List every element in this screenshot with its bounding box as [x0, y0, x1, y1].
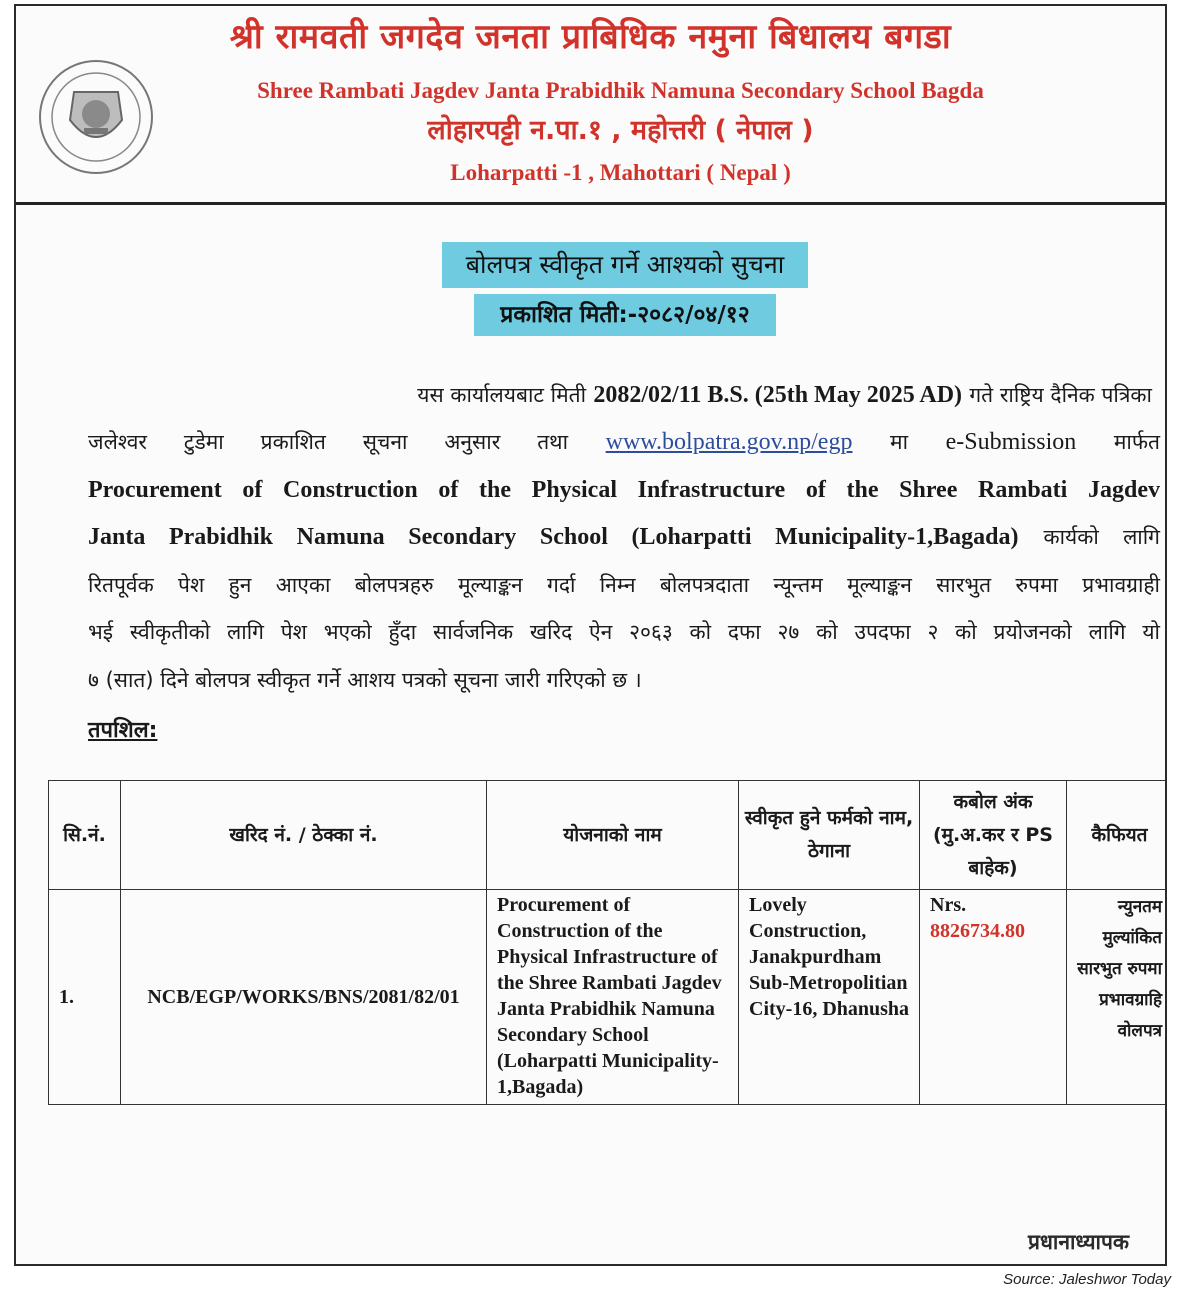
schedule-label: तपशिल:: [88, 718, 158, 743]
bolpatra-link[interactable]: www.bolpatra.gov.np/egp: [605, 429, 853, 455]
body-line-1: यस कार्यालयबाट मिती 2082/02/11 B.S. (25th May 2025 AD) गते राष्ट्रिय दैनिक पत्रिका: [417, 382, 1152, 408]
body-line-4: Janta Prabidhik Namuna Secondary School (Loharpatti Municipality-1,Bagada) कार्यको लागि: [88, 524, 1161, 550]
school-name-english: Shree Rambati Jagdev Janta Prabidhik Namuna Secondary School Bagda: [257, 78, 984, 103]
source-credit: Source: Jaleshwor Today: [1003, 1271, 1171, 1288]
header-project: योजनाको नाम: [487, 781, 739, 890]
signature-principal: प्रधानाध्यापक: [1028, 1230, 1129, 1254]
body-line-5: रितपूर्वक पेश हुन आएका बोलपत्रहरु मूल्याङ्कन गर्दा निम्न बोलपत्रदाता न्यून्तम मूल्याङ्कन सारभुत रुपमा प्रभावग्राही: [88, 573, 1160, 597]
amount-prefix: Nrs.: [930, 894, 967, 916]
address-nepali: लोहारपट्टी न.पा.१ , महोत्तरी ( नेपाल ): [427, 115, 814, 146]
cell-ref: NCB/EGP/WORKS/BNS/2081/82/01: [121, 890, 487, 1105]
school-name-nepali: श्री रामवती जगदेव जनता प्राबिधिक नमुना बिधालय बगडा: [229, 17, 952, 57]
body-line-6: भई स्वीकृतीको लागि पेश भएको हुँदा सार्वजनिक खरिद ऐन २०६३ को दफा २७ को उपदफा २ को प्रयोजनको लागि यो: [88, 620, 1160, 644]
body-line-7: ७ (सात) दिने बोलपत्र स्वीकृत गर्ने आशय पत्रको सूचना जारी गरिएको छ ।: [88, 668, 642, 692]
header-sn: सि.नं.: [49, 781, 121, 890]
notice-document: [14, 4, 1167, 1266]
bid-table: [48, 780, 1167, 1105]
header-amount: कबोल अंक (मु.अ.कर र PS बाहेक): [920, 781, 1067, 890]
notice-title: बोलपत्र स्वीकृत गर्ने आश्यको सुचना: [442, 242, 808, 288]
cell-sn: 1.: [49, 890, 121, 1105]
header-remark: कैफियत: [1067, 781, 1168, 890]
table-row: [49, 890, 1168, 1105]
header-divider: [16, 202, 1165, 205]
body-line-2: जलेश्वर टुडेमा प्रकाशित सूचना अनुसार तथा www.bolpatra.gov.np/egp मा e-Submission मार्फत: [88, 429, 1160, 455]
amount-value: 8826734.80: [930, 920, 1025, 942]
cell-remark: न्युनतम मुल्यांकित सारभुत रुपमा प्रभावग्राहि वोलपत्र: [1067, 890, 1168, 1105]
header-ref: खरिद नं. / ठेक्का नं.: [121, 781, 487, 890]
address-english: Loharpatti -1 , Mahottari ( Nepal ): [450, 160, 791, 185]
header-firm: स्वीकृत हुने फर्मको नाम, ठेगाना: [739, 781, 920, 890]
published-date: प्रकाशित मिती:-२०८२/०४/१२: [474, 294, 776, 336]
cell-project: Procurement of Construction of the Physical Infrastructure of the Shree Rambati Jagdev Janta Prabidhik Namuna Secondary School (Loharpatti Municipality-1,Bagada): [487, 890, 739, 1105]
body-line-3: Procurement of Construction of the Physical Infrastructure of the Shree Rambati Jagdev: [88, 477, 1160, 503]
cell-amount: [920, 890, 1067, 1105]
cell-firm: Lovely Construction, Janakpurdham Sub-Metropolitian City-16, Dhanusha: [739, 890, 920, 1105]
table-header-row: [49, 781, 1168, 890]
